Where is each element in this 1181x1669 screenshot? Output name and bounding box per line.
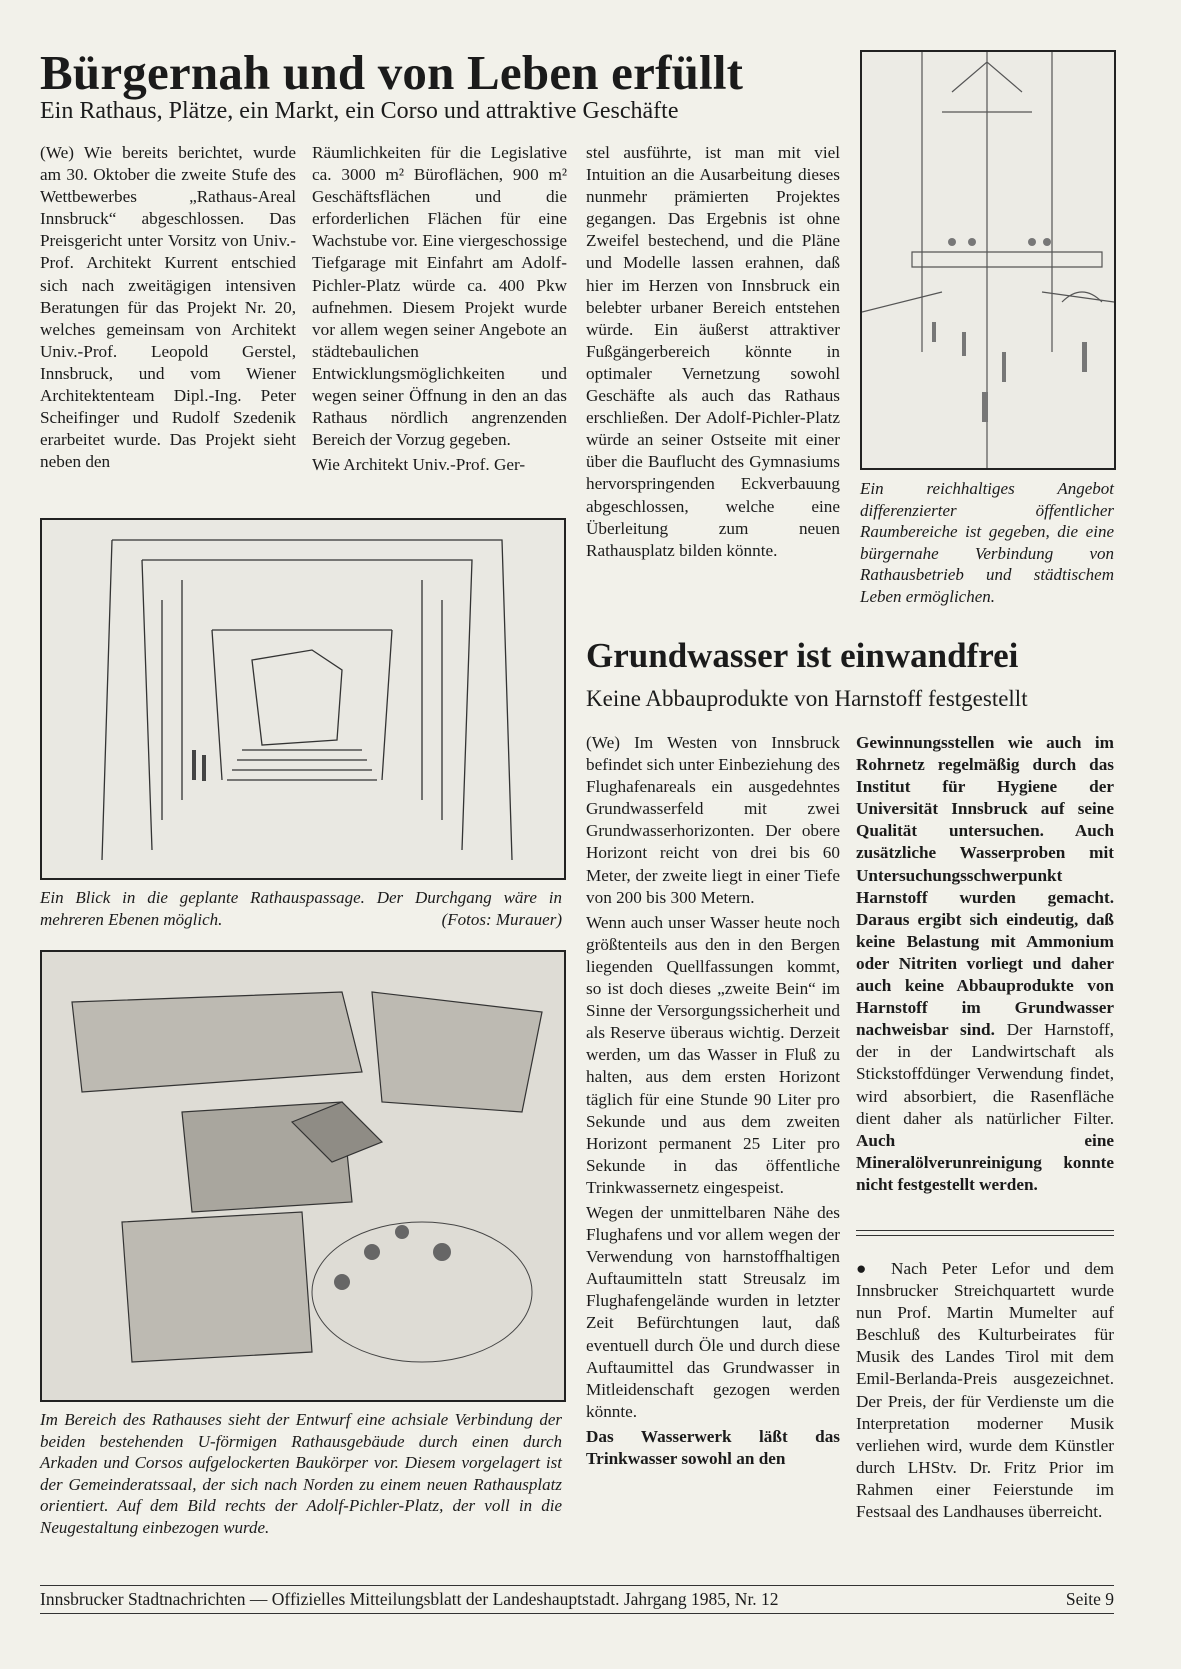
paragraph [856, 732, 1114, 1196]
article1-column-3 [586, 142, 840, 562]
paragraph: (We) Im Westen von Innsbruck befindet sich unter Einbeziehung des Flughafenareals ein ausgedehntes Grundwasserfeld mit zwei Grundwasserhorizonten. Der obere Horizont reicht von drei bis 60 Meter, der zweite liegt in einer Tiefe von 200 bis 300 Metern. [586, 733, 840, 907]
paragraph: (We) Wie bereits berichtet, wurde am 30. Oktober die zweite Stufe des Wettbewerbes „Rathaus-Areal Innsbruck“ abgeschlossen. Das Preisgericht unter Vorsitz von Univ.-Prof. Architekt Kurrent entschied sich nach zweitägigen intensiven Beratungen für das Projekt Nr. 20, welches gemeinsam von Architekt Univ.-Prof. Leopold Gerstel, Innsbruck, und vom Wiener Architektenteam Dipl.-Ing. Peter Scheifinger und Rudolf Szedenik erarbeitet wurde. Das Projekt sieht neben den [40, 143, 296, 472]
paragraph: Wegen der unmittelbaren Nähe des Flughafens und vor allem wegen der Verwendung von harnstoffhaltigen Auftaumitteln statt Streusalz im Flughafengelände wurden in letzter Zeit Befürchtungen laut, daß eventuell durch Öle und durch diese Auftaumittel das Grundwasser in Mitleidenschaft gezogen werden könnte. [586, 1202, 840, 1421]
article2-column-2 [856, 732, 1114, 1196]
paragraph [856, 1258, 1114, 1523]
brief-text: Nach Peter Lefor und dem Innsbrucker Streichquartett wurde nun Prof. Martin Mumelter auf Beschluß des Kulturbeirates für Musik des Landes Tirol mit dem Emil-Berlanda-Preis ausgezeichnet. Der Preis, der für Verdienste um die Interpretation moderner Musik verliehen wird, wurde dem Künstler durch LHStv. Dr. Fritz Prior im Rahmen einer Feierstunde im Festsaal des Landhauses überreicht. [856, 1259, 1115, 1522]
footer-publication: Innsbrucker Stadtnachrichten — Offizielles Mitteilungsblatt der Landeshauptstadt. Jahrgang 1985, Nr. 12 [40, 1589, 779, 1609]
normal-text: Der Harnstoff, der in der Landwirtschaft als Stickstoffdünger Verwendung findet, wird absorbiert, die Rasenfläche dient daher als natürlicher Filter. [856, 1020, 1114, 1128]
paragraph: stel ausführte, ist man mit viel Intuition an die Ausarbeitung dieses nunmehr prämierten Projektes gegangen. Das Ergebnis ist ohne Zweifel bestechend, und die Pläne und Modelle lassen erahnen, daß hier im Herzen von Innsbruck ein belebter urbaner Bereich entstehen würde. Ein äußerst attraktiver Fußgängerbereich könnte in optimaler Vernetzung sowohl Geschäfte als auch das Rathaus erschließen. Der Adolf-Pichler-Platz würde an seiner Ostseite mit einer über die Bauflucht des Gymnasiums hervorspringenden Eckverbauung abgeschlossen, welche eine Überleitung zum neuen Rathausplatz bilden könnte. [586, 143, 840, 560]
caption-right-photo: Ein reichhaltiges Angebot differenzierter öffentlicher Raumbereiche ist gegeben, die eine bürgernahe Verbindung von Rathausbetrieb und städtischem Leben ermöglichen. [860, 479, 1114, 606]
footer [40, 1589, 1114, 1610]
footer-rule-top [40, 1585, 1114, 1586]
headline-grundwasser: Grundwasser ist einwandfrei [586, 636, 1019, 675]
headline-buergernah: Bürgernah und von Leben erfüllt [40, 45, 744, 100]
photo-rathauspassage-sketch [40, 518, 566, 880]
paragraph: Wenn auch unser Wasser heute noch größtenteils aus den in den Bergen liegenden Quellfassungen kommt, so ist doch dieses „zweite Bein“ im Sinne der Versorgungssicherheit und als Reserve überaus wichtig. Derzeit werden, um das Wasser in Fluß zu halten, aus dem ersten Horizont täglich für eine Stunde 90 Liter pro Sekunde und aus dem zweiten Horizont permanent 25 Liter pro Sekunde in das öffentliche Trinkwassernetz eingespeist. [586, 912, 840, 1197]
footer-rule-bottom [40, 1613, 1114, 1614]
article2-column-1 [586, 732, 840, 1470]
photo-credit: (Fotos: Murauer) [441, 909, 562, 929]
photo-passage-interior [860, 50, 1116, 470]
caption-photo-2: Im Bereich des Rathauses sieht der Entwurf eine achsiale Verbindung der beiden bestehenden U-förmigen Rathausgebäude durch einen durch Arkaden und Corsos aufgelockerten Baukörper vor. Diesem vorgelagert ist der Gemeinderatssaal, der sich nach Norden zu einem neuen Rathausplatz orientiert. Auf dem Bild rechts der Adolf-Pichler-Platz, der voll in die Neugestaltung einbezogen wurde. [40, 1410, 562, 1537]
paragraph-bold: Das Wasserwerk läßt das Trinkwasser sowohl an den [586, 1426, 840, 1468]
double-rule-divider [856, 1230, 1114, 1236]
bold-text: Gewinnungsstellen wie auch im Rohrnetz regelmäßig durch das Institut für Hygiene der Universität Innsbruck auf seine Qualität untersuchen. Auch zusätzliche Wasserproben mit Untersuchungsschwerpunkt Harnstoff wurden gemacht. Daraus ergibt sich eindeutig, daß keine Belastung mit Ammonium oder Nitriten vorliegt und daher auch keine Abbauprodukte von Harnstoff im Grundwasser nachweisbar sind. [856, 733, 1114, 1040]
caption-photo-1 [40, 887, 562, 930]
paragraph: Räumlichkeiten für die Legislative ca. 3000 m² Büroflächen, 900 m² Geschäftsflächen und die erforderlichen Flächen für eine Wachstube vor. Eine viergeschossige Tiefgarage mit Einfahrt am Adolf-Pichler-Platz würde ca. 400 Pkw aufnehmen. Diesem Projekt wurde vor allem wegen seiner Angebote an städtebaulichen Entwicklungsmöglichkeiten und wegen seiner Öffnung in den an das Rathaus nördlich angrenzenden Bereich der Vorzug gegeben. [312, 143, 567, 450]
paragraph: Wie Architekt Univ.-Prof. Ger- [312, 455, 526, 475]
caption-text: Ein Blick in die geplante Rathauspassage. Der Durchgang wäre in mehreren Ebenen möglich. [40, 888, 562, 929]
photo-rathaus-aerial-sketch [40, 950, 566, 1402]
bullet-icon: ● [856, 1259, 877, 1278]
article1-column-2 [312, 142, 567, 476]
subheadline-buergernah: Ein Rathaus, Plätze, ein Markt, ein Corso und attraktive Geschäfte [40, 98, 679, 124]
bold-text: Auch eine Mineralölverunreinigung konnte nicht festgestellt werden. [856, 1130, 1114, 1194]
article1-column-1 [40, 142, 296, 473]
news-brief [856, 1258, 1114, 1523]
page-number: Seite 9 [1065, 1589, 1114, 1609]
subheadline-grundwasser: Keine Abbauprodukte von Harnstoff festgestellt [586, 686, 1028, 711]
